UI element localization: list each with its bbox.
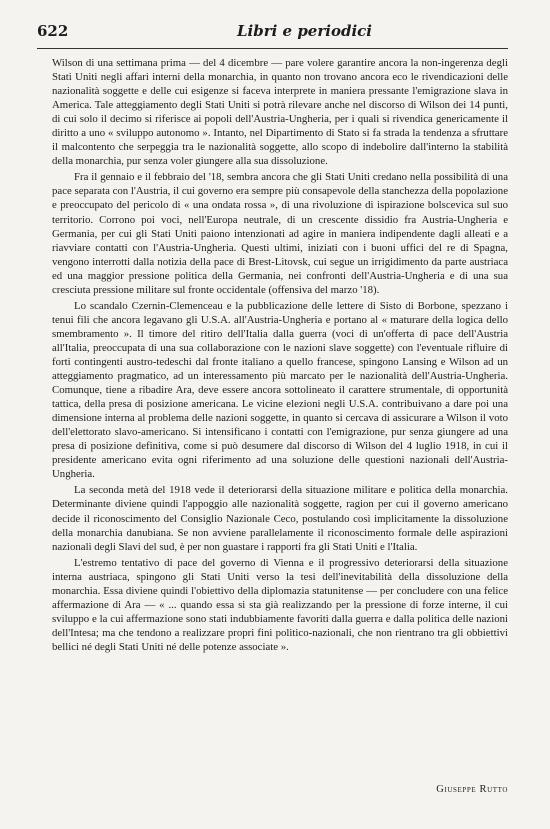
header-rule: [37, 48, 508, 49]
article-body: [52, 56, 508, 656]
author-signature: Giuseppe Rutto: [436, 784, 508, 795]
paragraph-1: Wilson di una settimana prima — del 4 dicembre — pare volere garantire ancora la non-ingerenza degli Stati Uniti negli affari interni della monarchia, in quanto non trovano ancora eco le rivendicazioni delle nazionalità soggette e delle cui esigenze si faceva interprete in maniera pressante l'emigrazione slava in America. Tale atteggiamento degli Stati Uniti si potrà rilevare anche nel discorso di Wilson dei 14 punti, di cui solo il decimo si riferisce ai popoli dell'Austria-Ungheria, per i quali si rivendica genericamente il diritto a uno « sviluppo autonomo ». Intanto, nel Dipartimento di Stato si fa strada la tendenza a sfruttare il malcontento che serpeggia tra le nazionalità soggette, allo scopo di indebolire dall'interno la stabilità della monarchia, pur senza voler giungere alla sua dissoluzione.: [52, 57, 508, 168]
paragraph-3: Lo scandalo Czernin-Clemenceau e la pubblicazione delle lettere di Sisto di Borbone, spezzano i tenui fili che ancora legavano gli U.S.A. all'Austria-Ungheria e portano al « maturare della logica dello smembramento ». Il timore del ritiro dell'Italia dalla guerra (voci di un'offerta di pace dell'Austria all'Italia, preoccupata di una sua collaborazione con le nazioni slave soggette) con l'eventuale rifluire di forti contingenti austro-tedeschi dal fronte italiano a quello francese, spingono Lansing e Wilson ad un atteggiamento pragmatico, ad un interessamento più marcato per le nazionalità dell'Austria-Ungheria. Comunque, tiene a ribadire Ara, deve essere ancora sottolineato il carattere strumentale, di opportunità tattica, della presa di posizione americana. Le vicine elezioni negli U.S.A. contribuivano a dare poi una dimensione interna al problema delle nazioni soggette, in quanto si cercava di assicurare a Wilson il voto dell'elettorato slavo-americano. Si intensificano i contatti con l'emigrazione, pur senza giungere ad una presa di posizione definitiva, come si può desumere dal discorso di Wilson del 4 luglio 1918, in cui il presidente americano evita ogni riferimento ad una soluzione delle questioni nazionali dell'Austria-Ungheria.: [52, 299, 508, 481]
page-number: 622: [37, 22, 69, 40]
page-header: [37, 22, 508, 48]
running-title: Libri e periodici: [237, 22, 372, 40]
paragraph-5: L'estremo tentativo di pace del governo di Vienna e il progressivo deteriorarsi della situazione interna austriaca, spingono gli Stati Uniti verso la tesi dell'inevitabilità della dissoluzione della monarchia. Essa diviene quindi l'obiettivo della diplomazia statunitense — per concludere con una felice affermazione di Ara — « ... quando essa si sta già realizzando per la pressione di forze interne, il cui sviluppo e la cui affermazione sono stati indubbiamente favoriti dalla guerra e dalla politica delle nazioni dell'Intesa; ma che tendono a realizzare propri fini politico-nazionali, che non rientrano tra gli obbiettivi bellici né degli Stati Uniti né delle potenze associate ».: [52, 556, 508, 653]
paragraph-4: La seconda metà del 1918 vede il deteriorarsi della situazione militare e politica della monarchia. Determinante diviene quindi l'appoggio alle nazionalità soggette, ragion per cui il governo americano decide il riconoscimento del Consiglio Nazionale Ceco, postulando così implicitamente la dissoluzione della monarchia danubiana. Se non avviene parallelamente il riconoscimento formale delle aspirazioni nazionali degli Slavi del sud, è per non guastare i rapporti fra gli Stati Uniti e l'Italia.: [52, 484, 508, 553]
paragraph-2: Fra il gennaio e il febbraio del '18, sembra ancora che gli Stati Uniti credano nella possibilità di una pace separata con l'Austria, il cui governo era sempre più consapevole della stanchezza della popolazione e preoccupato del pericolo di « una ondata rossa », di una rivoluzione di ispirazione bolscevica sul suo territorio. Corrono poi voci, nell'Europa neutrale, di un crescente dissidio fra Austria-Ungheria e Germania, per cui gli Stati Uniti paiono intenzionati ad agire in maniera indipendente dagli alleati e a riavviare contatti con l'Austria-Ungheria. Questi ultimi, iniziati con i buoni uffici del re di Spagna, vengono interrotti dalla notizia della pace di Brest-Litovsk, cui segue un irrigidimento da parte austriaca ed una maggior pressione politica della Germania, nei confronti dell'Austria-Ungheria e di una sua cresciuta pressione militare sul fronte occidentale (offensiva del marzo '18).: [52, 171, 508, 296]
